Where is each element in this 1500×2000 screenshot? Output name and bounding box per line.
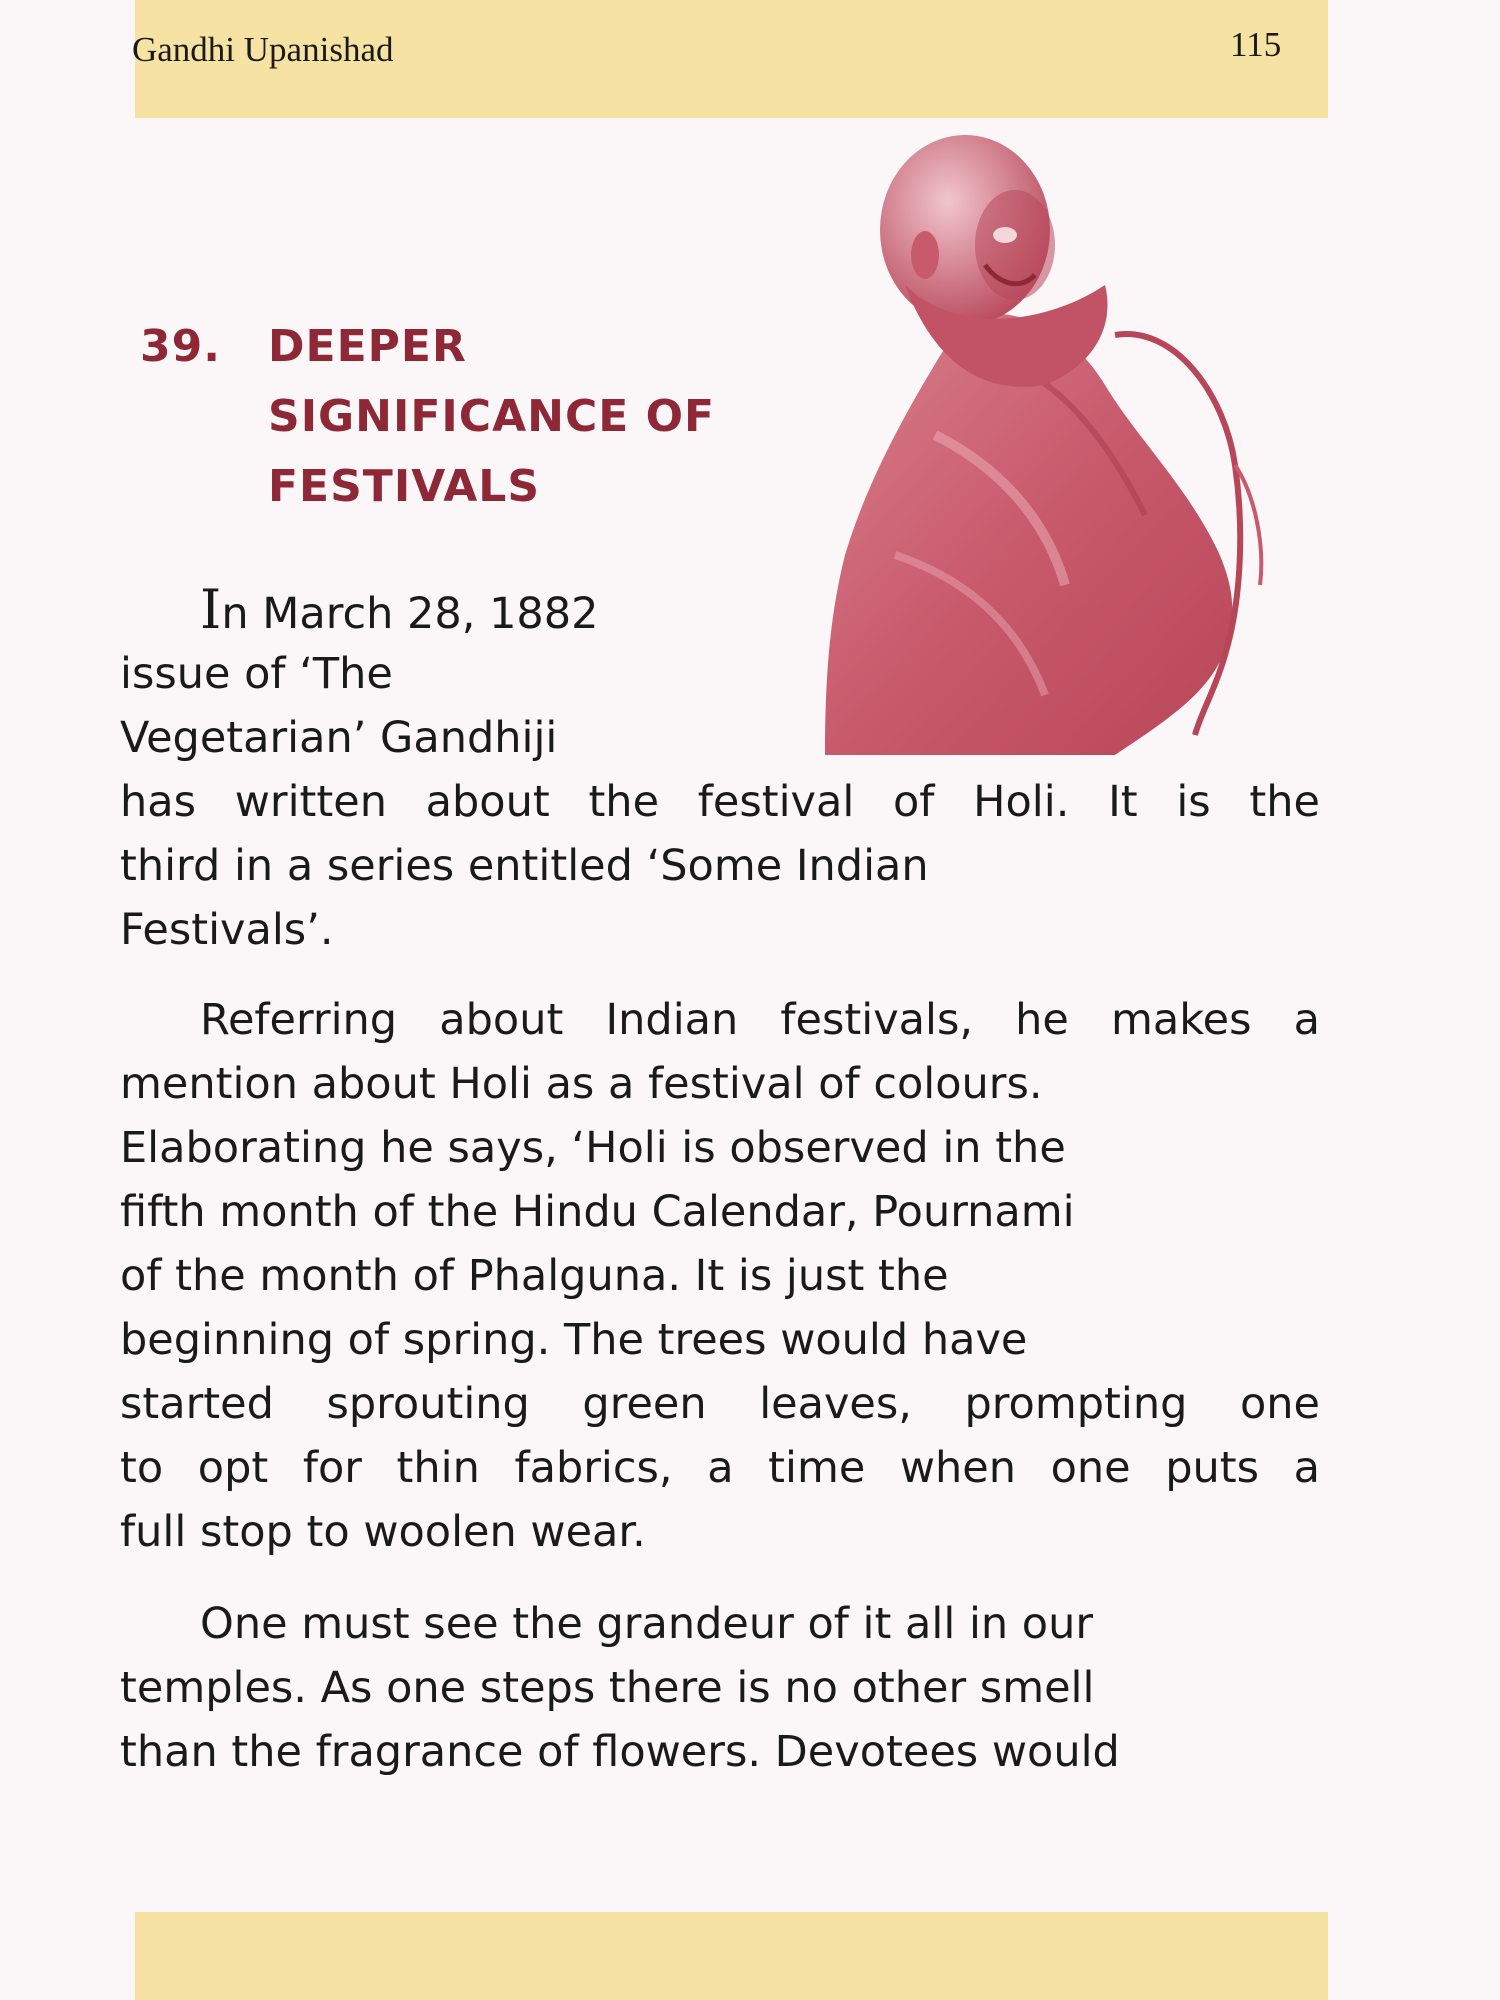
- text-line: started sprouting green leaves, prompting one: [120, 1379, 1320, 1429]
- text-line: beginning of spring. The trees would have: [120, 1315, 1028, 1365]
- paragraph-3: [120, 1592, 1320, 1784]
- paragraph-2: [120, 988, 1320, 1564]
- text-line: mention about Holi as a festival of colours.: [120, 1059, 1043, 1109]
- text-line: Vegetarian’ Gandhiji: [120, 713, 558, 763]
- chapter-number: 39.: [140, 321, 221, 372]
- text-line: temples. As one steps there is no other smell: [120, 1663, 1095, 1713]
- text-line: Elaborating he says, ‘Holi is observed in the: [120, 1123, 1066, 1173]
- text-line: than the fragrance of flowers. Devotees would: [120, 1727, 1120, 1777]
- page-number: 115: [1230, 25, 1282, 64]
- text-line: In March 28, 1882: [200, 578, 599, 641]
- text-line: issue of ‘The: [120, 649, 393, 699]
- paragraph-1: [120, 578, 1320, 962]
- chapter-title-line-3: FESTIVALS: [268, 461, 541, 512]
- chapter-title-line-2: SIGNIFICANCE OF: [268, 391, 716, 442]
- drop-cap: I: [200, 578, 222, 641]
- running-title: Gandhi Upanishad: [132, 30, 394, 69]
- text-line: to opt for thin fabrics, a time when one puts a: [120, 1443, 1320, 1493]
- text-line: full stop to woolen wear.: [120, 1507, 646, 1557]
- text-line: Festivals’.: [120, 905, 334, 955]
- text-line: third in a series entitled ‘Some Indian: [120, 841, 929, 891]
- footer-band: [135, 1912, 1328, 2000]
- text-line: has written about the festival of Holi. It is the: [120, 777, 1320, 827]
- text-line: fifth month of the Hindu Calendar, Pournami: [120, 1187, 1075, 1237]
- text-line: Referring about Indian festivals, he makes a: [200, 995, 1320, 1045]
- chapter-heading: [140, 312, 715, 522]
- chapter-title-line-1: DEEPER: [268, 321, 467, 372]
- text-line: of the month of Phalguna. It is just the: [120, 1251, 949, 1301]
- text-line: One must see the grandeur of it all in our: [200, 1599, 1094, 1649]
